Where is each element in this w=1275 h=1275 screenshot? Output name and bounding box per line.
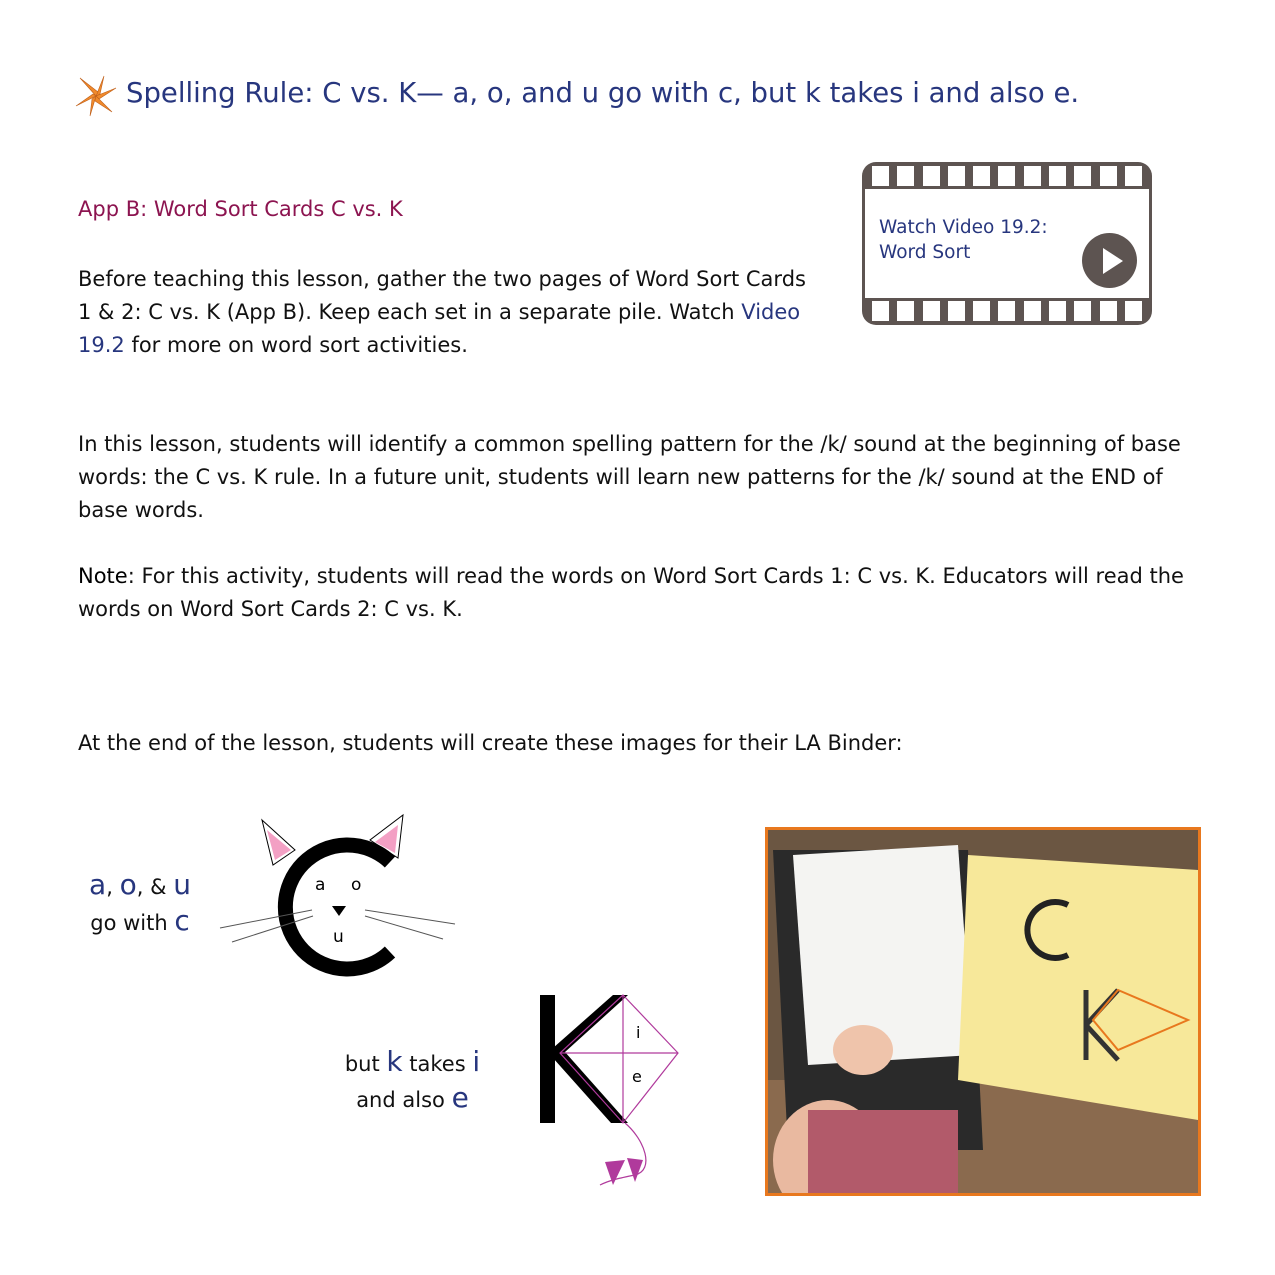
text: for more on word sort activities. [124,333,468,357]
subheading: App B: Word Sort Cards C vs. K [78,197,403,221]
t: and also [356,1088,445,1112]
text: Before teaching this lesson, gather the two pages of Word Sort Cards 1 & 2: C vs. K (App B). Keep each set in a separate pile. Watch [78,267,806,324]
watch-video-button[interactable] [862,162,1152,325]
t: , [106,875,113,899]
t: i [472,1045,481,1078]
t: u [173,868,191,901]
t: a [89,868,107,901]
lesson-paragraph: In this lesson, students will identify a common spelling pattern for the /k/ sound at the beginning of base words: the C vs. K rule. In a future unit, students will learn new patterns for the /k/ sound at the END of base words. [78,432,1181,522]
cat-c-illustration [215,810,465,980]
t: , [136,875,144,899]
pinwheel-star-icon [74,74,118,118]
t: & [150,875,167,899]
note-label: Note [78,564,128,588]
kite-k-illustration [535,990,685,1190]
kite-caption [330,1045,495,1117]
page-title: Spelling Rule: C vs. K— a, o, and u go with c, but k takes i and also e. [126,77,1080,109]
t: e [451,1081,469,1114]
t: go with [90,911,168,935]
play-icon[interactable] [1082,233,1137,288]
student-work-photo [765,827,1201,1196]
video-label: Watch Video 19.2: [879,217,1048,238]
photo-image [768,830,1198,1193]
text: : For this activity, students will read the words on Word Sort Cards 1: C vs. K. Educators will read the words on Word Sort Cards 2: C vs. K. [78,564,1184,621]
t: takes [409,1052,466,1076]
video-label-2: Word Sort [879,242,971,263]
video-link[interactable]: Video 19.2 [78,300,801,357]
cat-caption [80,868,200,940]
t: k [386,1045,403,1078]
kite-letter-e: e [632,1067,642,1086]
note-paragraph [78,560,1198,626]
t: but [344,1052,380,1076]
intro-paragraph [78,263,818,362]
t: c [174,904,190,937]
cat-letter-o: o [351,875,362,895]
cat-letter-a: a [315,875,326,895]
binder-paragraph: At the end of the lesson, students will create these images for their LA Binder: [78,731,903,755]
kite-letter-i: i [636,1023,641,1042]
cat-letter-u: u [333,927,344,947]
t: o [119,868,137,901]
